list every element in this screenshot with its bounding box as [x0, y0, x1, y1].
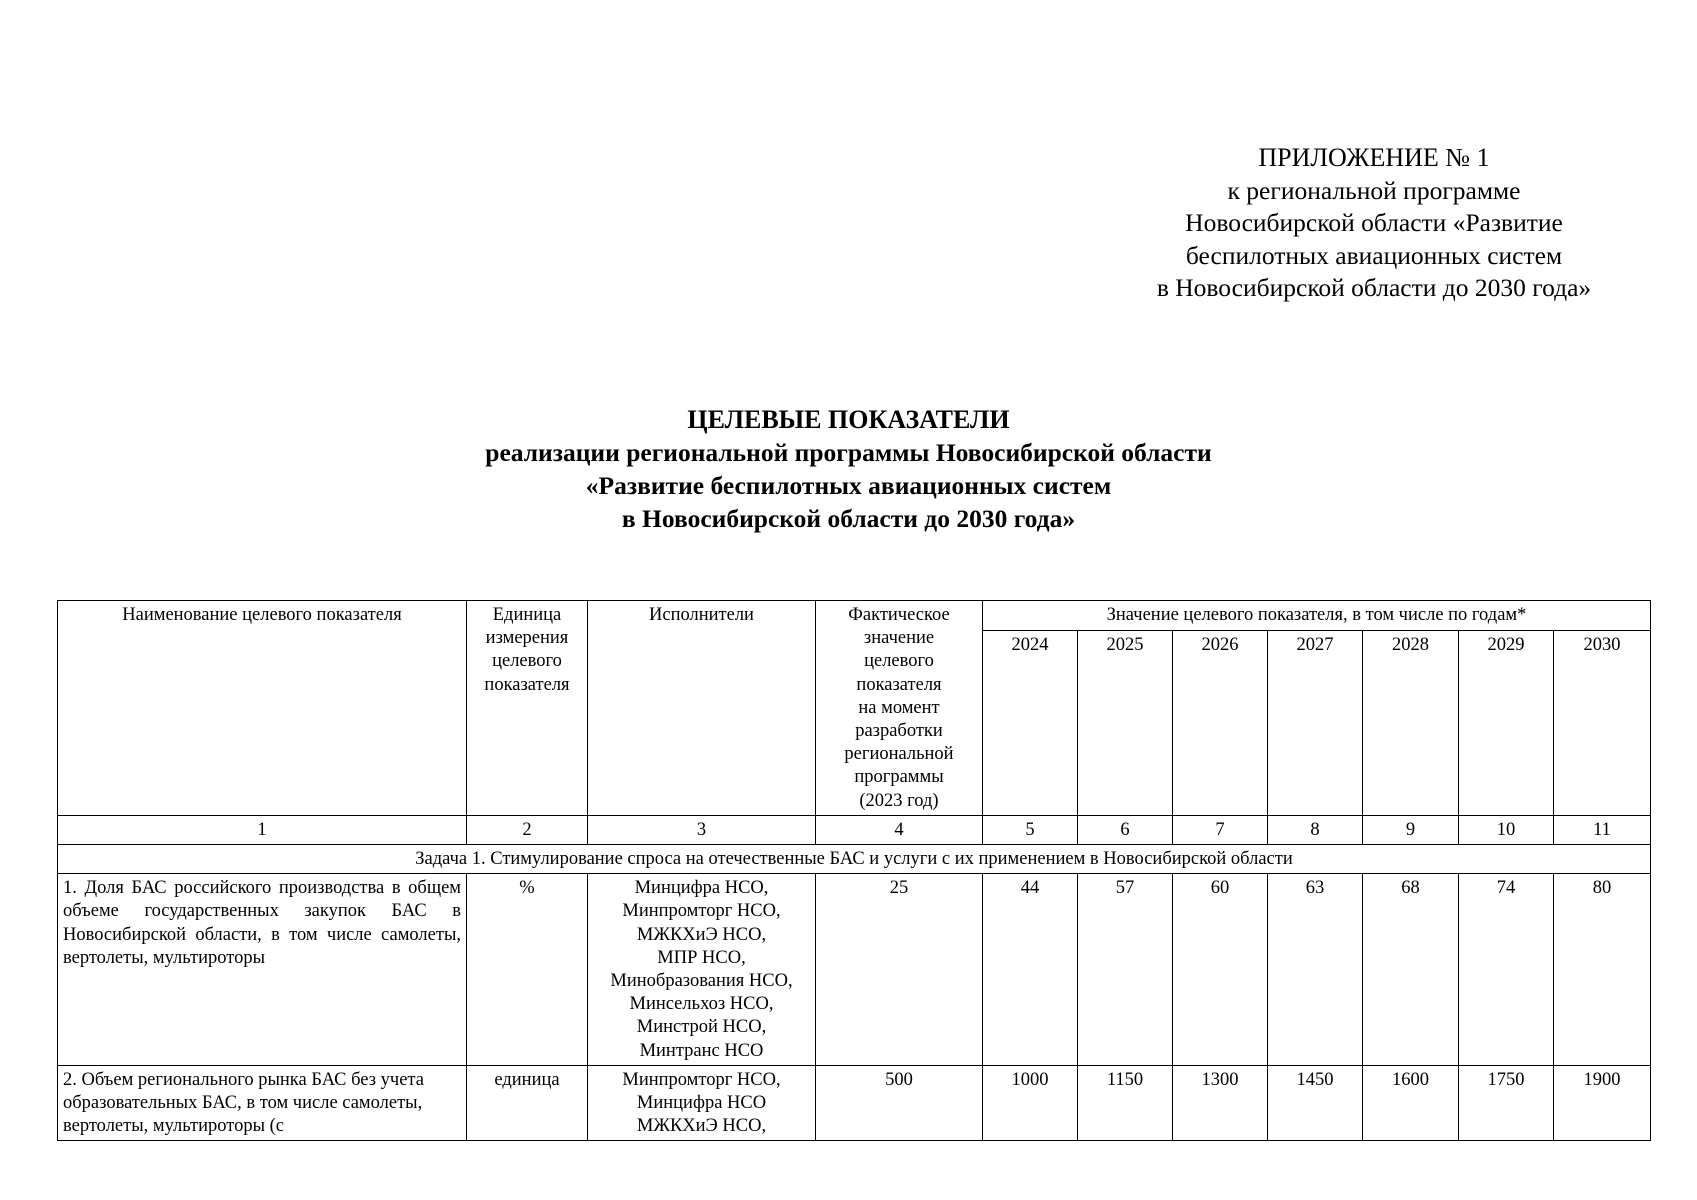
- header-actual-line: на момент: [858, 697, 940, 718]
- indicator-actual: 25: [816, 874, 983, 1066]
- appendix-line-2: к региональной программе: [1227, 175, 1521, 205]
- indicator-value: 80: [1554, 874, 1651, 1066]
- appendix-line-5: в Новосибирской области до 2030 года»: [1156, 273, 1592, 302]
- header-row: [58, 601, 1651, 631]
- header-year: 2027: [1268, 630, 1363, 815]
- indicator-value: 1000: [983, 1065, 1078, 1141]
- indicator-actual: 500: [816, 1065, 983, 1141]
- column-numbers-row: [58, 815, 1651, 844]
- header-year: 2029: [1459, 630, 1554, 815]
- executor-line: Минцифра НСО,: [634, 878, 769, 899]
- executor-line: МПР НСО,: [657, 947, 746, 968]
- header-actual-line: Фактическое: [848, 605, 950, 625]
- header-actual-line: показателя: [856, 674, 942, 695]
- header-unit-line: показателя: [484, 674, 570, 695]
- appendix-line-4: беспилотных авиационных систем: [1185, 240, 1563, 270]
- indicator-executors: [588, 1065, 816, 1141]
- column-number: 9: [1363, 815, 1459, 844]
- header-year: 2025: [1078, 630, 1173, 815]
- header-unit-line: Единица: [492, 605, 562, 625]
- header-year: 2030: [1554, 630, 1651, 815]
- indicator-name: 1. Доля БАС российского производства в общем объеме государственных закупок БАС в Новосибирской области, в том числе самолеты, вертолеты, мультироторы: [58, 874, 467, 1066]
- column-number: 11: [1554, 815, 1651, 844]
- title-line-4: в Новосибирской области до 2030 года»: [621, 504, 1076, 533]
- table-row: [58, 1065, 1651, 1141]
- header-actual-line: региональной: [844, 744, 954, 765]
- executor-line: Минтранс НСО: [639, 1040, 764, 1061]
- appendix-line-3: Новосибирской области «Развитие: [1185, 208, 1563, 237]
- indicator-value: 1900: [1554, 1065, 1651, 1141]
- indicator-executors: [588, 874, 816, 1066]
- header-actual-line: (2023 год): [859, 790, 939, 811]
- column-number: 2: [467, 815, 588, 844]
- header-actual-line: программы: [854, 767, 944, 788]
- header-year: 2028: [1363, 630, 1459, 815]
- executor-line: Минпромторг НСО,: [622, 1069, 781, 1090]
- header-executors: Исполнители: [588, 601, 816, 816]
- indicator-value: 60: [1173, 874, 1268, 1066]
- executor-line: Минцифра НСО: [636, 1093, 767, 1114]
- column-number: 7: [1173, 815, 1268, 844]
- indicator-unit: %: [467, 874, 588, 1066]
- header-year: 2026: [1173, 630, 1268, 815]
- indicator-value: 1750: [1459, 1065, 1554, 1141]
- column-number: 5: [983, 815, 1078, 844]
- header-actual-line: значение: [863, 628, 935, 649]
- header-unit-line: измерения: [485, 628, 569, 649]
- header-name: Наименование целевого показателя: [58, 601, 467, 816]
- indicator-value: 68: [1363, 874, 1459, 1066]
- title-line-3: «Развитие беспилотных авиационных систем: [585, 471, 1112, 500]
- document-title: [0, 403, 1697, 535]
- header-actual-line: целевого: [864, 651, 934, 672]
- executor-line: МЖКХиЭ НСО,: [636, 924, 767, 945]
- column-number: 1: [58, 815, 467, 844]
- indicator-value: 1450: [1268, 1065, 1363, 1141]
- executor-line: Минобразования НСО,: [610, 971, 793, 992]
- header-unit: [467, 601, 588, 816]
- column-number: 3: [588, 815, 816, 844]
- header-unit-line: целевого: [492, 651, 562, 672]
- indicator-unit: единица: [467, 1065, 588, 1141]
- column-number: 4: [816, 815, 983, 844]
- title-line-2: реализации региональной программы Новосибирской области: [485, 438, 1212, 467]
- appendix-block: [1114, 142, 1634, 305]
- indicator-value: 57: [1078, 874, 1173, 1066]
- column-number: 8: [1268, 815, 1363, 844]
- executor-line: Минпромторг НСО,: [622, 901, 781, 922]
- indicator-value: 63: [1268, 874, 1363, 1066]
- title-line-1: ЦЕЛЕВЫЕ ПОКАЗАТЕЛИ: [687, 405, 1010, 434]
- executor-line: Минсельхоз НСО,: [629, 994, 774, 1015]
- indicator-name: 2. Объем регионального рынка БАС без учета образовательных БАС, в том числе самолеты, вертолеты, мультироторы (с: [58, 1065, 467, 1141]
- column-number: 6: [1078, 815, 1173, 844]
- header-years-group: Значение целевого показателя, в том числе по годам*: [983, 601, 1651, 631]
- executor-line: МЖКХиЭ НСО,: [636, 1116, 767, 1137]
- header-actual-line: разработки: [855, 721, 943, 742]
- task-title: Задача 1. Стимулирование спроса на отечественные БАС и услуги с их применением в Новосибирской области: [58, 845, 1651, 874]
- indicator-value: 44: [983, 874, 1078, 1066]
- task-row: [58, 845, 1651, 874]
- appendix-number: ПРИЛОЖЕНИЕ № 1: [1258, 143, 1490, 172]
- indicator-value: 74: [1459, 874, 1554, 1066]
- table-row: [58, 874, 1651, 1066]
- indicators-table: [57, 600, 1651, 1141]
- indicator-value: 1150: [1078, 1065, 1173, 1141]
- header-actual: [816, 601, 983, 816]
- header-year: 2024: [983, 630, 1078, 815]
- executor-line: Минстрой НСО,: [636, 1017, 767, 1038]
- indicator-value: 1300: [1173, 1065, 1268, 1141]
- column-number: 10: [1459, 815, 1554, 844]
- indicator-value: 1600: [1363, 1065, 1459, 1141]
